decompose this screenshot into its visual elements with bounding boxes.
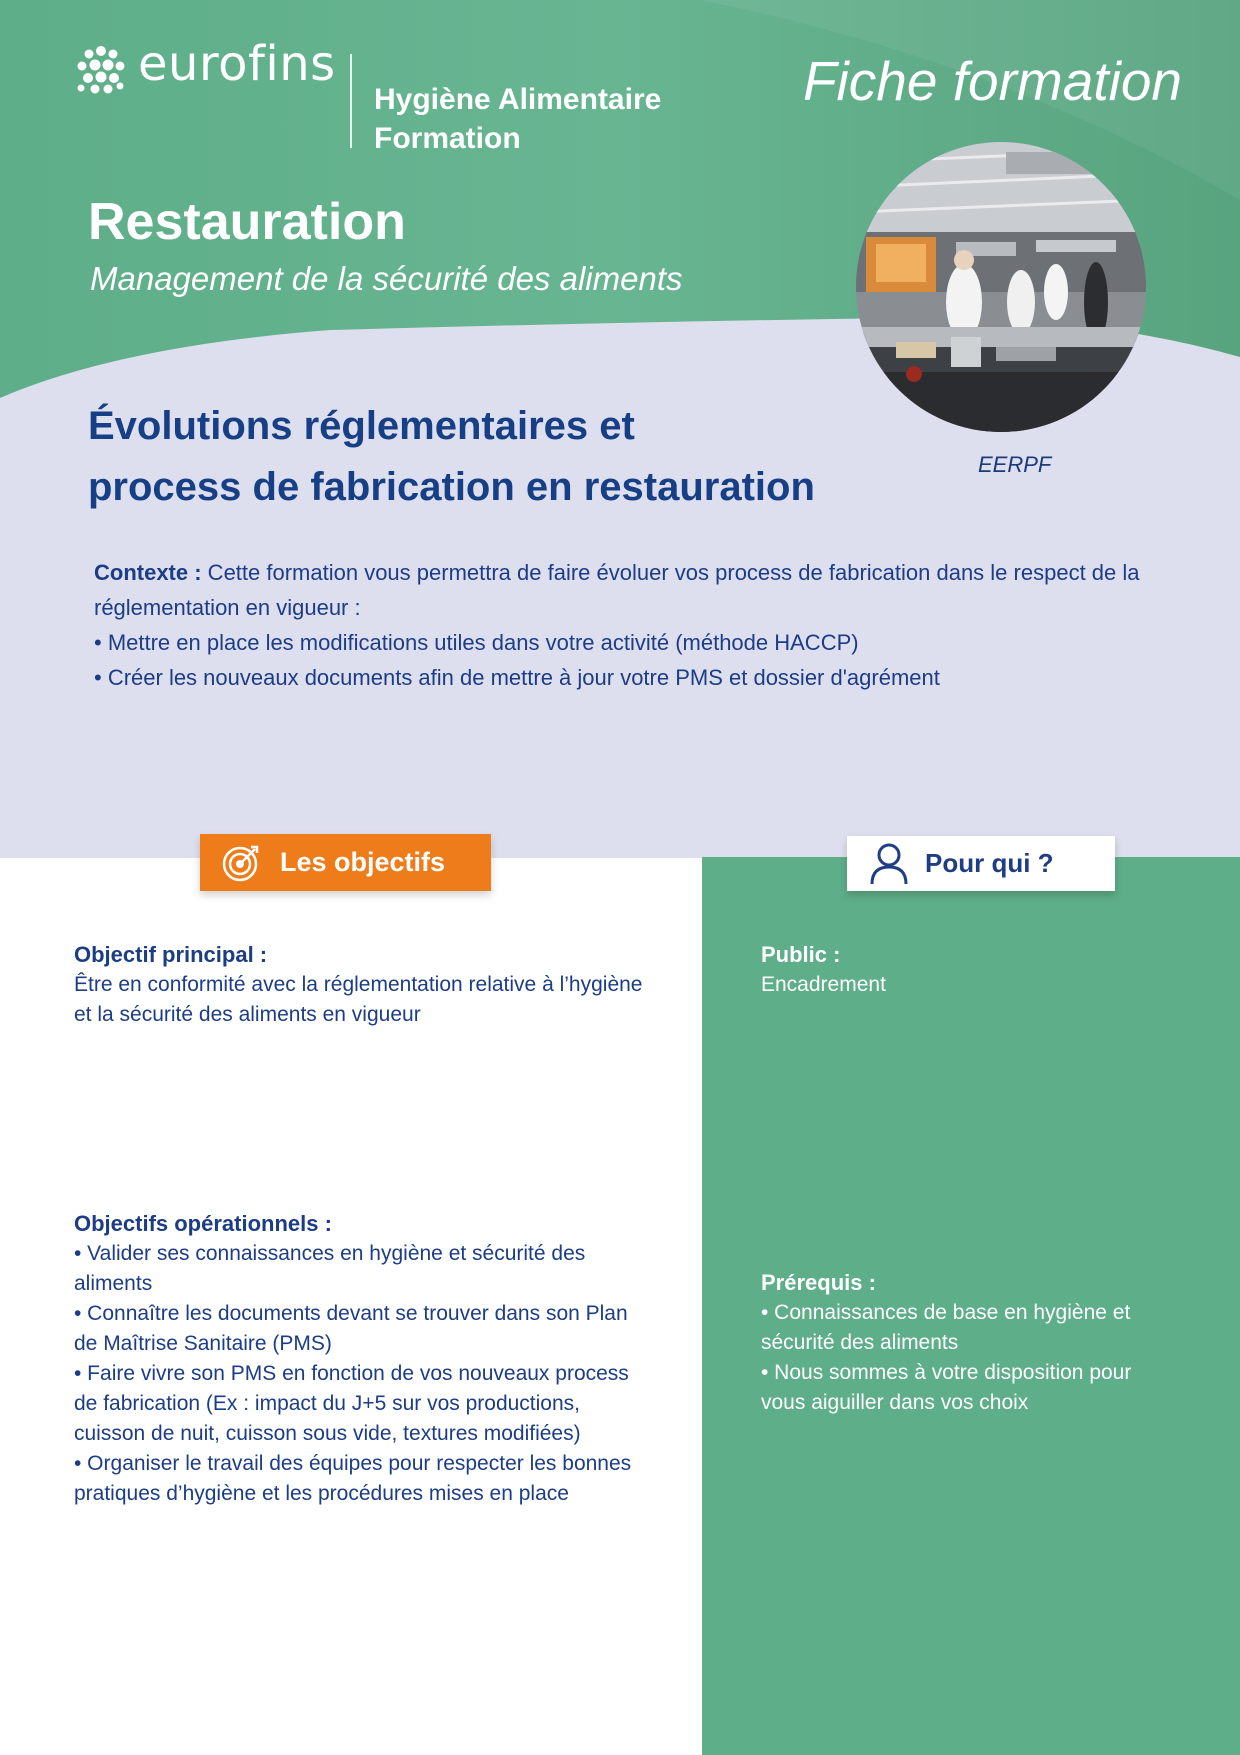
page-title: Restauration [88,193,406,251]
brand-division [374,80,661,158]
context-section [94,555,1174,695]
context-label: Contexte : [94,560,202,585]
page-subtitle: Management de la sécurité des aliments [90,260,683,297]
main-objective-title: Objectif principal : [74,942,268,967]
course-heading [88,396,815,518]
public-section [761,940,1181,1000]
audience-badge [847,836,1115,891]
course-heading-line2: process de fabrication en restauration [88,465,815,509]
course-heading-line1: Évolutions réglementaires et [88,404,635,448]
operational-objective-item: • Valider ses connaissances en hygiène et sécurité des aliments [74,1242,586,1295]
course-code: EERPF [978,452,1052,477]
kitchen-photo [856,142,1146,432]
brand-name: eurofins [138,36,336,92]
operational-objective-item: • Organiser le travail des équipes pour respecter les bonnes pratiques d’hygiène et les procédures mises en place [74,1452,632,1505]
prerequisites-section [761,1268,1181,1418]
context-paragraph [94,555,1174,625]
document-type: Fiche formation [802,50,1182,112]
logo-divider [350,54,352,148]
main-objective [74,940,654,1030]
objectives-badge-label: Les objectifs [280,847,446,877]
audience-badge-label: Pour qui ? [925,848,1054,878]
operational-objectives-title: Objectifs opérationnels : [74,1211,332,1236]
operational-objective-item: • Connaître les documents devant se trouver dans son Plan de Maîtrise Sanitaire (PMS) [74,1302,628,1355]
public-title: Public : [761,942,841,967]
main-objective-text: Être en conformité avec la réglementation relative à l’hygiène et la sécurité des aliments en vigueur [74,973,643,1026]
objectives-badge [200,834,491,891]
context-bullet: • Mettre en place les modifications utiles dans votre activité (méthode HACCP) [94,630,859,655]
context-bullet: • Créer les nouveaux documents afin de mettre à jour votre PMS et dossier d'agrément [94,665,940,690]
prerequisite-item: • Connaissances de base en hygiène et sécurité des aliments [761,1301,1131,1354]
brand-division-line2: Formation [374,122,521,155]
prerequisite-item: • Nous sommes à votre disposition pour vous aiguiller dans vos choix [761,1361,1132,1414]
operational-objective-item: • Faire vivre son PMS en fonction de vos nouveaux process de fabrication (Ex : impact du J+5 sur vos productions, cuisson de nuit, cuisson sous vide, textures modifiées) [74,1362,629,1445]
person-icon [869,842,909,886]
kitchen-photo-illustration [856,142,1146,432]
context-text: Cette formation vous permettra de faire évoluer vos process de fabrication dans le respect de la réglementation en vigueur : [94,560,1140,620]
target-icon [222,844,260,882]
operational-objectives [74,1209,654,1509]
public-text: Encadrement [761,973,886,996]
brand-division-line1: Hygiène Alimentaire [374,83,662,116]
prerequisites-title: Prérequis : [761,1270,876,1295]
eurofins-logo-icon [74,44,128,96]
